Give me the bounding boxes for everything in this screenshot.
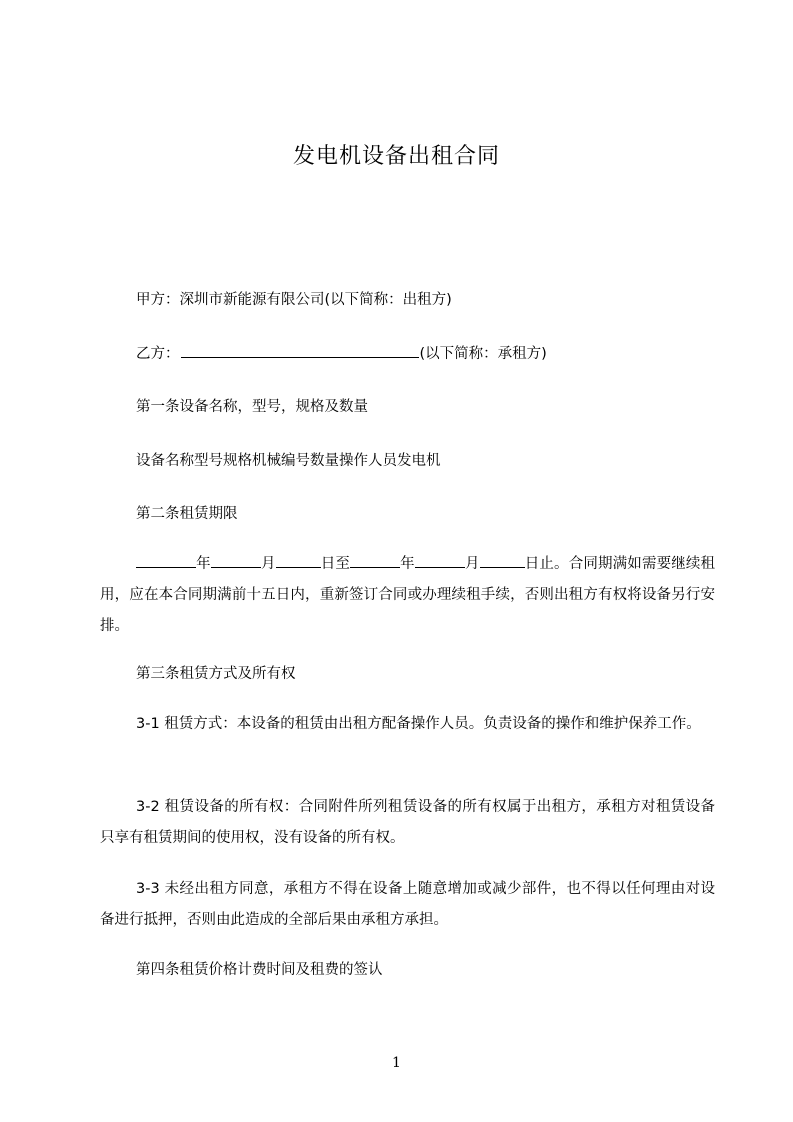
end-day-blank: [480, 553, 525, 568]
month-blank: [211, 553, 261, 568]
party-b-prefix: 乙方：: [136, 346, 180, 362]
party-b-blank: [181, 343, 419, 358]
party-a-line: 甲方：深圳市新能源有限公司(以下简称：出租方): [136, 292, 452, 308]
end-month-label: 月: [464, 556, 480, 572]
clause-3-2: 3-2 租赁设备的所有权：合同附件所列租赁设备的所有权属于出租方，承租方对租赁设备只享有租赁期间的使用权，没有设备的所有权。: [100, 799, 715, 846]
end-year-label: 年: [400, 556, 415, 572]
article-4-heading: 第四条租赁价格计费时间及租费的签认: [136, 962, 383, 978]
page-number: 1: [392, 1055, 401, 1071]
day-to-label: 日至: [320, 556, 351, 572]
day-blank: [276, 553, 321, 568]
article-2-rest: 合同期满如需要继续租用，应在本合同期满前十五日内，重新签订合同或办理续租手续，否则出租方有权将设备另行安排。: [100, 556, 716, 634]
party-b-line: [136, 339, 716, 370]
clause-3-3: 3-3 未经出租方同意，承租方不得在设备上随意增加或减少部件，也不得以任何理由对设备进行抵押，否则由此造成的全部后果由承租方承担。: [100, 881, 715, 928]
article-1-heading: 第一条设备名称，型号，规格及数量: [136, 399, 368, 415]
end-day-label: 日止。: [524, 556, 569, 572]
clause-3-1: 3-1 租赁方式：本设备的租赁由出租方配备操作人员。负责设备的操作和维护保养工作。: [136, 716, 701, 732]
end-month-blank: [415, 553, 465, 568]
year-label: 年: [196, 556, 211, 572]
article-1-content: 设备名称型号规格机械编号数量操作人员发电机: [136, 453, 441, 469]
article-2-heading: 第二条租赁期限: [136, 506, 238, 522]
article-2-content: [100, 549, 715, 642]
year-blank: [136, 553, 196, 568]
party-b-suffix: (以下简称：承租方): [419, 346, 547, 362]
end-year-blank: [350, 553, 400, 568]
document-title: 发电机设备出租合同: [292, 144, 500, 169]
month-label: 月: [260, 556, 276, 572]
article-3-heading: 第三条租赁方式及所有权: [136, 666, 296, 682]
